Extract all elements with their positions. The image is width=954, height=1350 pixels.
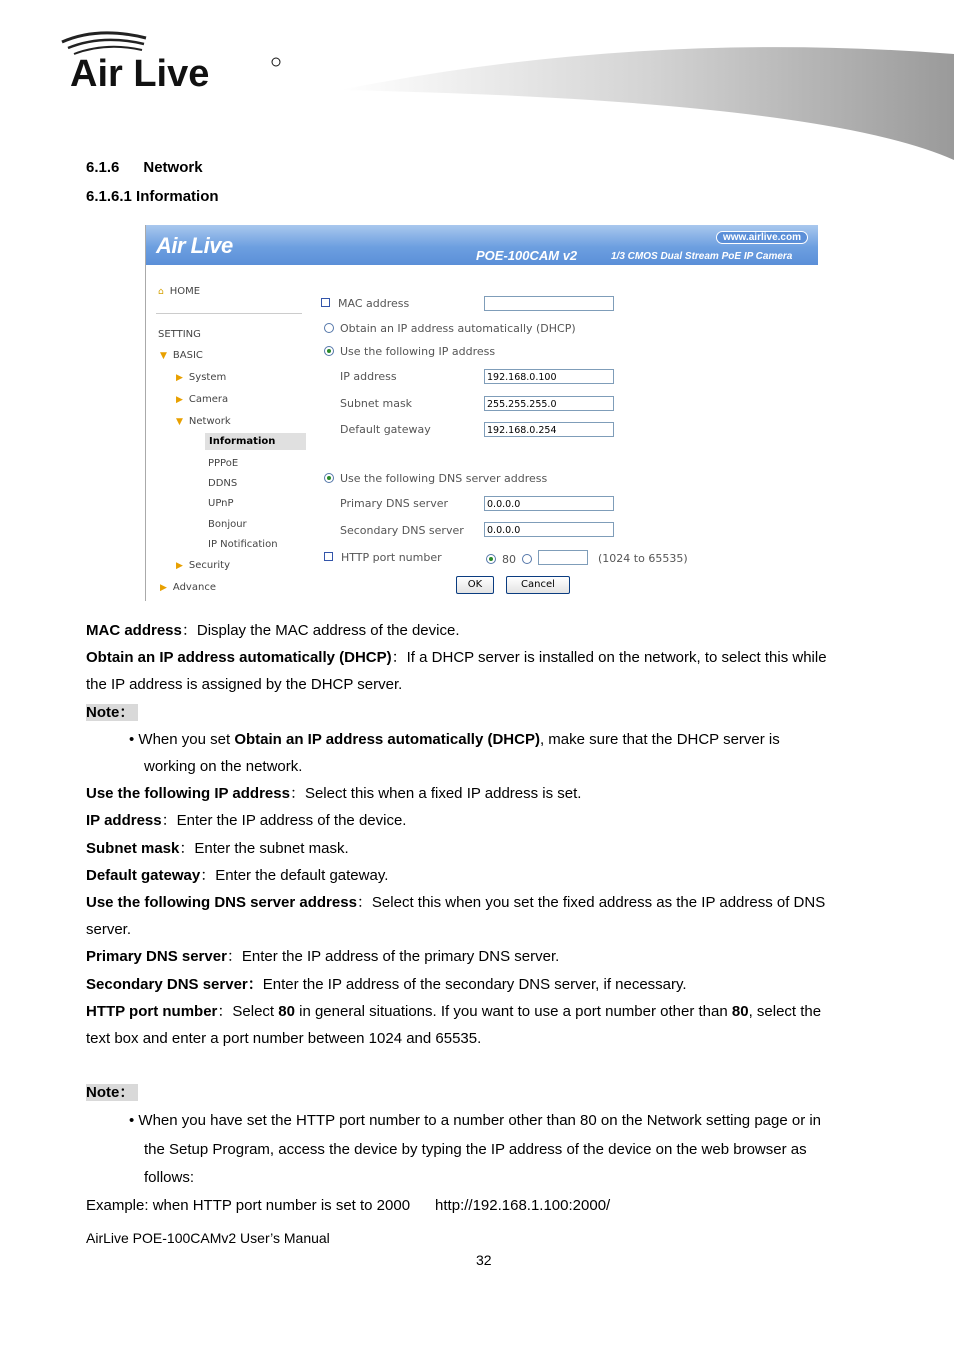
expanded-arrow-icon: ▼ [176,417,183,427]
camera-ui-banner [146,225,818,265]
nav-advance-label: Advance [172,582,216,593]
dhcp-radio[interactable] [324,323,334,333]
nav-basic[interactable] [160,350,203,361]
nav-system-label: System [188,372,227,383]
http-port-range: (1024 to 65535) [598,552,688,565]
nav-bonjour[interactable]: Bonjour [208,519,247,530]
header-swoosh-decoration [340,40,954,165]
http-port-row [324,551,442,564]
nav-camera[interactable] [176,394,228,405]
spacer [86,1052,886,1079]
note-2-text-cont1: the Setup Program, access the device by typing the IP address of the device on the web browser as [144,1141,807,1159]
nav-setting-label: SETTING [158,329,201,340]
fixed-ip-row[interactable] [324,345,495,358]
expanded-arrow-icon: ▼ [160,351,167,361]
secondary-dns-description: Secondary DNS server：Enter the IP address of the secondary DNS server, if necessary. [86,975,687,993]
note-2-label: Note： [86,1079,886,1106]
nav-security[interactable] [176,560,230,571]
http-custom-radio[interactable] [522,554,532,564]
airlive-logo [58,28,298,92]
primary-dns-input[interactable]: 0.0.0.0 [484,496,614,511]
dns-row[interactable] [324,472,547,485]
ip-label: IP address [340,370,397,383]
banner-url-link[interactable]: www.airlive.com [716,231,808,244]
http-default-label: 80 [502,553,516,566]
dns-label: Use the following DNS server address [340,472,548,485]
collapsed-arrow-icon: ▶ [160,583,167,593]
example-url: http://192.168.1.100:2000/ [435,1196,611,1214]
section-title: Network [143,159,203,176]
subsection-heading: 6.1.6.1 Information [86,188,219,205]
section-heading [86,159,203,176]
mac-checkbox[interactable] [321,298,330,307]
nav-network-label: Network [188,416,231,427]
dns-description-cont: server. [86,921,132,939]
mac-input[interactable] [484,296,614,311]
fixed-ip-radio[interactable] [324,346,334,356]
note-1-label: Note： [86,699,886,726]
http-description-cont: text box and enter a port number between 1024 and 65535. [86,1030,482,1048]
subnet-mask-label: Subnet mask [340,397,413,410]
camera-ui-screenshot [145,225,818,601]
nav-pppoe[interactable]: PPPoE [208,458,239,469]
dns-description: Use the following DNS server address：Select this when you set the fixed address as the IP address of DNS [86,894,826,912]
nav-ip-notification[interactable]: IP Notification [208,539,278,550]
http-default-radio[interactable] [486,554,496,564]
note-1-text: • When you set Obtain an IP address automatically (DHCP), make sure that the DHCP server is [129,730,780,748]
nav-camera-label: Camera [188,394,229,405]
primary-dns-label: Primary DNS server [340,497,449,510]
dns-radio[interactable] [324,473,334,483]
collapsed-arrow-icon: ▶ [176,373,183,383]
note-1-text-cont: working on the network. [144,758,303,776]
nav-home-label: HOME [169,286,201,297]
gateway-input[interactable]: 192.168.0.254 [484,422,614,437]
dhcp-row[interactable] [324,322,576,335]
gateway-description: Default gateway：Enter the default gateway. [86,866,389,884]
note-2-text-cont2: follows: [144,1169,195,1187]
mac-row [321,297,409,310]
nav-home[interactable] [158,286,200,297]
http-port-checkbox[interactable] [324,552,333,561]
http-custom-option[interactable] [522,553,538,566]
http-port-label: HTTP port number [341,551,442,564]
brand-text: Air Live [70,53,210,92]
nav-ddns[interactable]: DDNS [208,478,238,489]
http-description: HTTP port number：Select 80 in general situations. If you want to use a port number other than 80, select the [86,1002,822,1020]
banner-logo: Air Live [156,233,233,258]
section-number: 6.1.6 [86,159,120,176]
primary-dns-description: Primary DNS server：Enter the IP address of the primary DNS server. [86,948,560,966]
ip-input[interactable]: 192.168.0.100 [484,369,614,384]
mac-description: MAC address：Display the MAC address of the device. [86,622,460,639]
nav-basic-label: BASIC [172,350,203,361]
network-information-form [316,265,816,601]
secondary-dns-label: Secondary DNS server [340,524,464,537]
footer-manual-title: AirLive POE-100CAMv2 User’s Manual [86,1230,330,1246]
nav-upnp[interactable]: UPnP [208,498,234,509]
mac-label: MAC address [338,297,410,310]
fixed-ip-description: Use the following IP address：Select this when a fixed IP address is set. [86,785,582,803]
dhcp-description: Obtain an IP address automatically (DHCP)：If a DHCP server is installed on the network, to select this while [86,649,827,667]
banner-description: 1/3 CMOS Dual Stream PoE IP Camera [611,251,793,262]
nav-divider [156,313,302,314]
http-custom-input[interactable] [538,550,588,565]
camera-ui-sidebar [146,265,303,601]
note-2-text: • When you have set the HTTP port number to a number other than 80 on the Network setting page or in [129,1112,822,1130]
subnet-mask-input[interactable]: 255.255.255.0 [484,396,614,411]
home-icon: ⌂ [158,287,164,297]
nav-advance[interactable] [160,582,216,593]
page-number: 32 [476,1252,492,1268]
collapsed-arrow-icon: ▶ [176,395,183,405]
nav-security-label: Security [188,560,230,571]
body-text [86,617,886,1219]
fixed-ip-label: Use the following IP address [340,345,496,358]
gateway-label: Default gateway [340,423,431,436]
nav-information[interactable]: Information [205,433,306,450]
mask-description: Subnet mask：Enter the subnet mask. [86,839,349,857]
nav-network[interactable] [176,416,231,427]
secondary-dns-input[interactable]: 0.0.0.0 [484,522,614,537]
collapsed-arrow-icon: ▶ [176,561,183,571]
example-line: Example: when HTTP port number is set to 2000 http://192.168.1.100:2000/ [86,1196,611,1214]
nav-system[interactable] [176,372,226,383]
ok-button[interactable]: OK [456,576,494,594]
cancel-button[interactable]: Cancel [506,576,570,594]
dhcp-label: Obtain an IP address automatically (DHCP) [340,322,576,335]
ip-description: IP address：Enter the IP address of the device. [86,812,407,830]
http-default-option[interactable] [486,553,516,566]
banner-model: POE-100CAM v2 [476,248,578,263]
dhcp-description-cont: the IP address is assigned by the DHCP server. [86,676,403,694]
